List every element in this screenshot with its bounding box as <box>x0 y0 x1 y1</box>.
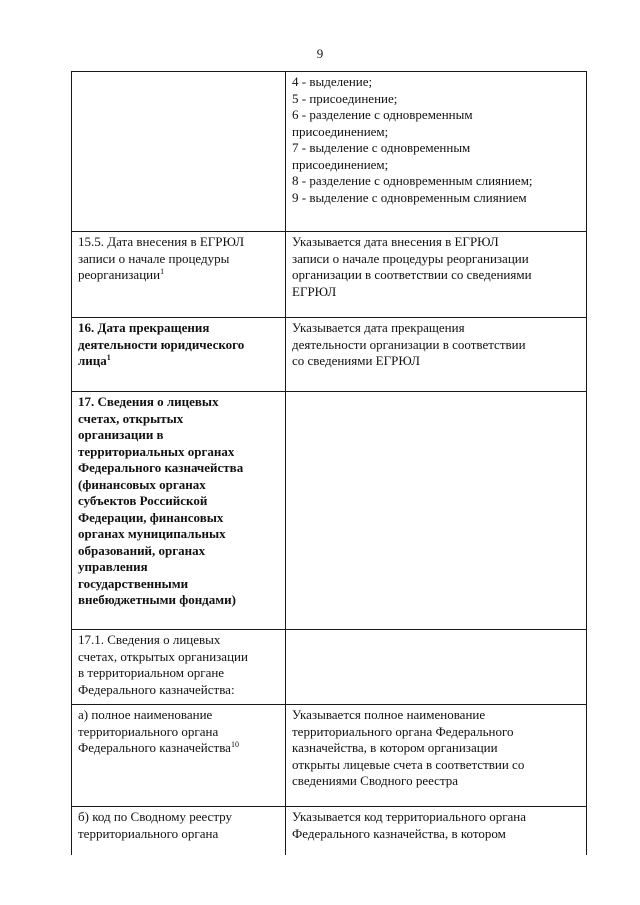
table-row <box>72 807 587 856</box>
text-line: организации в соответствии со сведениями <box>292 267 532 282</box>
text-line: государственными <box>78 575 189 591</box>
text-fragment: лица <box>78 353 107 368</box>
text-line: Указывается полное наименование <box>292 707 486 722</box>
text-line: 5 - присоединение; <box>292 90 398 106</box>
table-row <box>72 72 587 232</box>
field-name-cell <box>72 72 286 232</box>
text-line: 8 - разделение с одновременным слиянием; <box>292 173 533 188</box>
text-line: Федерального казначейства: <box>78 681 235 697</box>
text-line: территориальных органах <box>78 443 235 459</box>
text-line: субъектов Российской <box>78 493 208 508</box>
text-line: 6 - разделение с одновременным <box>292 107 473 122</box>
text-line: организации в <box>78 427 164 442</box>
field-description-cell <box>286 72 587 232</box>
field-name-cell <box>72 232 286 318</box>
text-line: счетах, открытых <box>78 410 184 426</box>
text-line: Федерального казначейства <box>78 460 244 475</box>
text-line: б) код по Сводному реестру <box>78 809 232 824</box>
field-name-cell <box>72 392 286 630</box>
text-line: деятельности организации в соответствии <box>292 336 526 352</box>
field-name-cell <box>72 318 286 392</box>
text-line: органах муниципальных <box>78 526 226 541</box>
text-line: Указывается дата внесения в ЕГРЮЛ <box>292 234 499 249</box>
text-line: счетах, открытых организации <box>78 648 248 664</box>
table-row <box>72 392 587 630</box>
text-line: в территориальном органе <box>78 665 225 680</box>
field-description-cell <box>286 318 587 392</box>
text-line: 16. Дата прекращения <box>78 320 210 335</box>
text-line: открыты лицевые счета в соответствии со <box>292 756 525 772</box>
field-description-cell <box>286 630 587 705</box>
text-line: территориального органа <box>78 825 219 841</box>
text-line: сведениями Сводного реестра <box>292 773 459 788</box>
text-line: ЕГРЮЛ <box>292 283 337 299</box>
text-fragment: реорганизации <box>78 267 161 282</box>
text-line: Федерального казначейства, в котором <box>292 825 506 841</box>
text-line <box>78 353 279 370</box>
text-line: 9 - выделение с одновременным слиянием <box>292 189 527 205</box>
text-line: Указывается дата прекращения <box>292 320 465 335</box>
text-line: казначейства, в котором организации <box>292 740 498 755</box>
field-name-cell <box>72 807 286 856</box>
text-line: 15.5. Дата внесения в ЕГРЮЛ <box>78 234 245 249</box>
text-line: Федерации, финансовых <box>78 509 224 525</box>
field-name-cell <box>72 705 286 807</box>
field-description-cell <box>286 392 587 630</box>
text-line: записи о начале процедуры реорганизации <box>292 250 529 266</box>
page-number: 9 <box>316 46 324 61</box>
field-description-cell <box>286 705 587 807</box>
text-line <box>78 740 279 757</box>
footnote-ref: 1 <box>106 353 111 362</box>
text-line: 4 - выделение; <box>292 74 373 89</box>
text-line: (финансовых органах <box>78 476 206 492</box>
text-line: внебюджетными фондами) <box>78 592 236 607</box>
text-line: присоединением; <box>292 156 389 172</box>
text-line: со сведениями ЕГРЮЛ <box>292 353 420 368</box>
text-fragment: Федерального казначейства <box>78 740 231 755</box>
field-name-cell <box>72 630 286 705</box>
table-row <box>72 630 587 705</box>
footnote-ref: 1 <box>160 267 165 276</box>
text-line: 17.1. Сведения о лицевых <box>78 632 221 647</box>
table-row <box>72 232 587 318</box>
field-description-cell <box>286 232 587 318</box>
text-line: а) полное наименование <box>78 707 213 722</box>
text-line: территориального органа <box>78 723 219 739</box>
text-line: 7 - выделение с одновременным <box>292 140 471 155</box>
text-line <box>78 267 279 284</box>
text-line: Указывается код территориального органа <box>292 809 527 824</box>
text-line: присоединением; <box>292 123 389 139</box>
text-line: образований, органах <box>78 542 206 558</box>
text-line: 17. Сведения о лицевых <box>78 394 219 409</box>
text-line: деятельности юридического <box>78 336 245 352</box>
footnote-ref: 10 <box>230 740 239 749</box>
text-line: управления <box>78 559 148 574</box>
text-line: записи о начале процедуры <box>78 250 230 266</box>
field-description-cell <box>286 807 587 856</box>
text-line: территориального органа Федерального <box>292 723 514 739</box>
table-row <box>72 318 587 392</box>
table-row <box>72 705 587 807</box>
requirements-table <box>71 71 587 855</box>
